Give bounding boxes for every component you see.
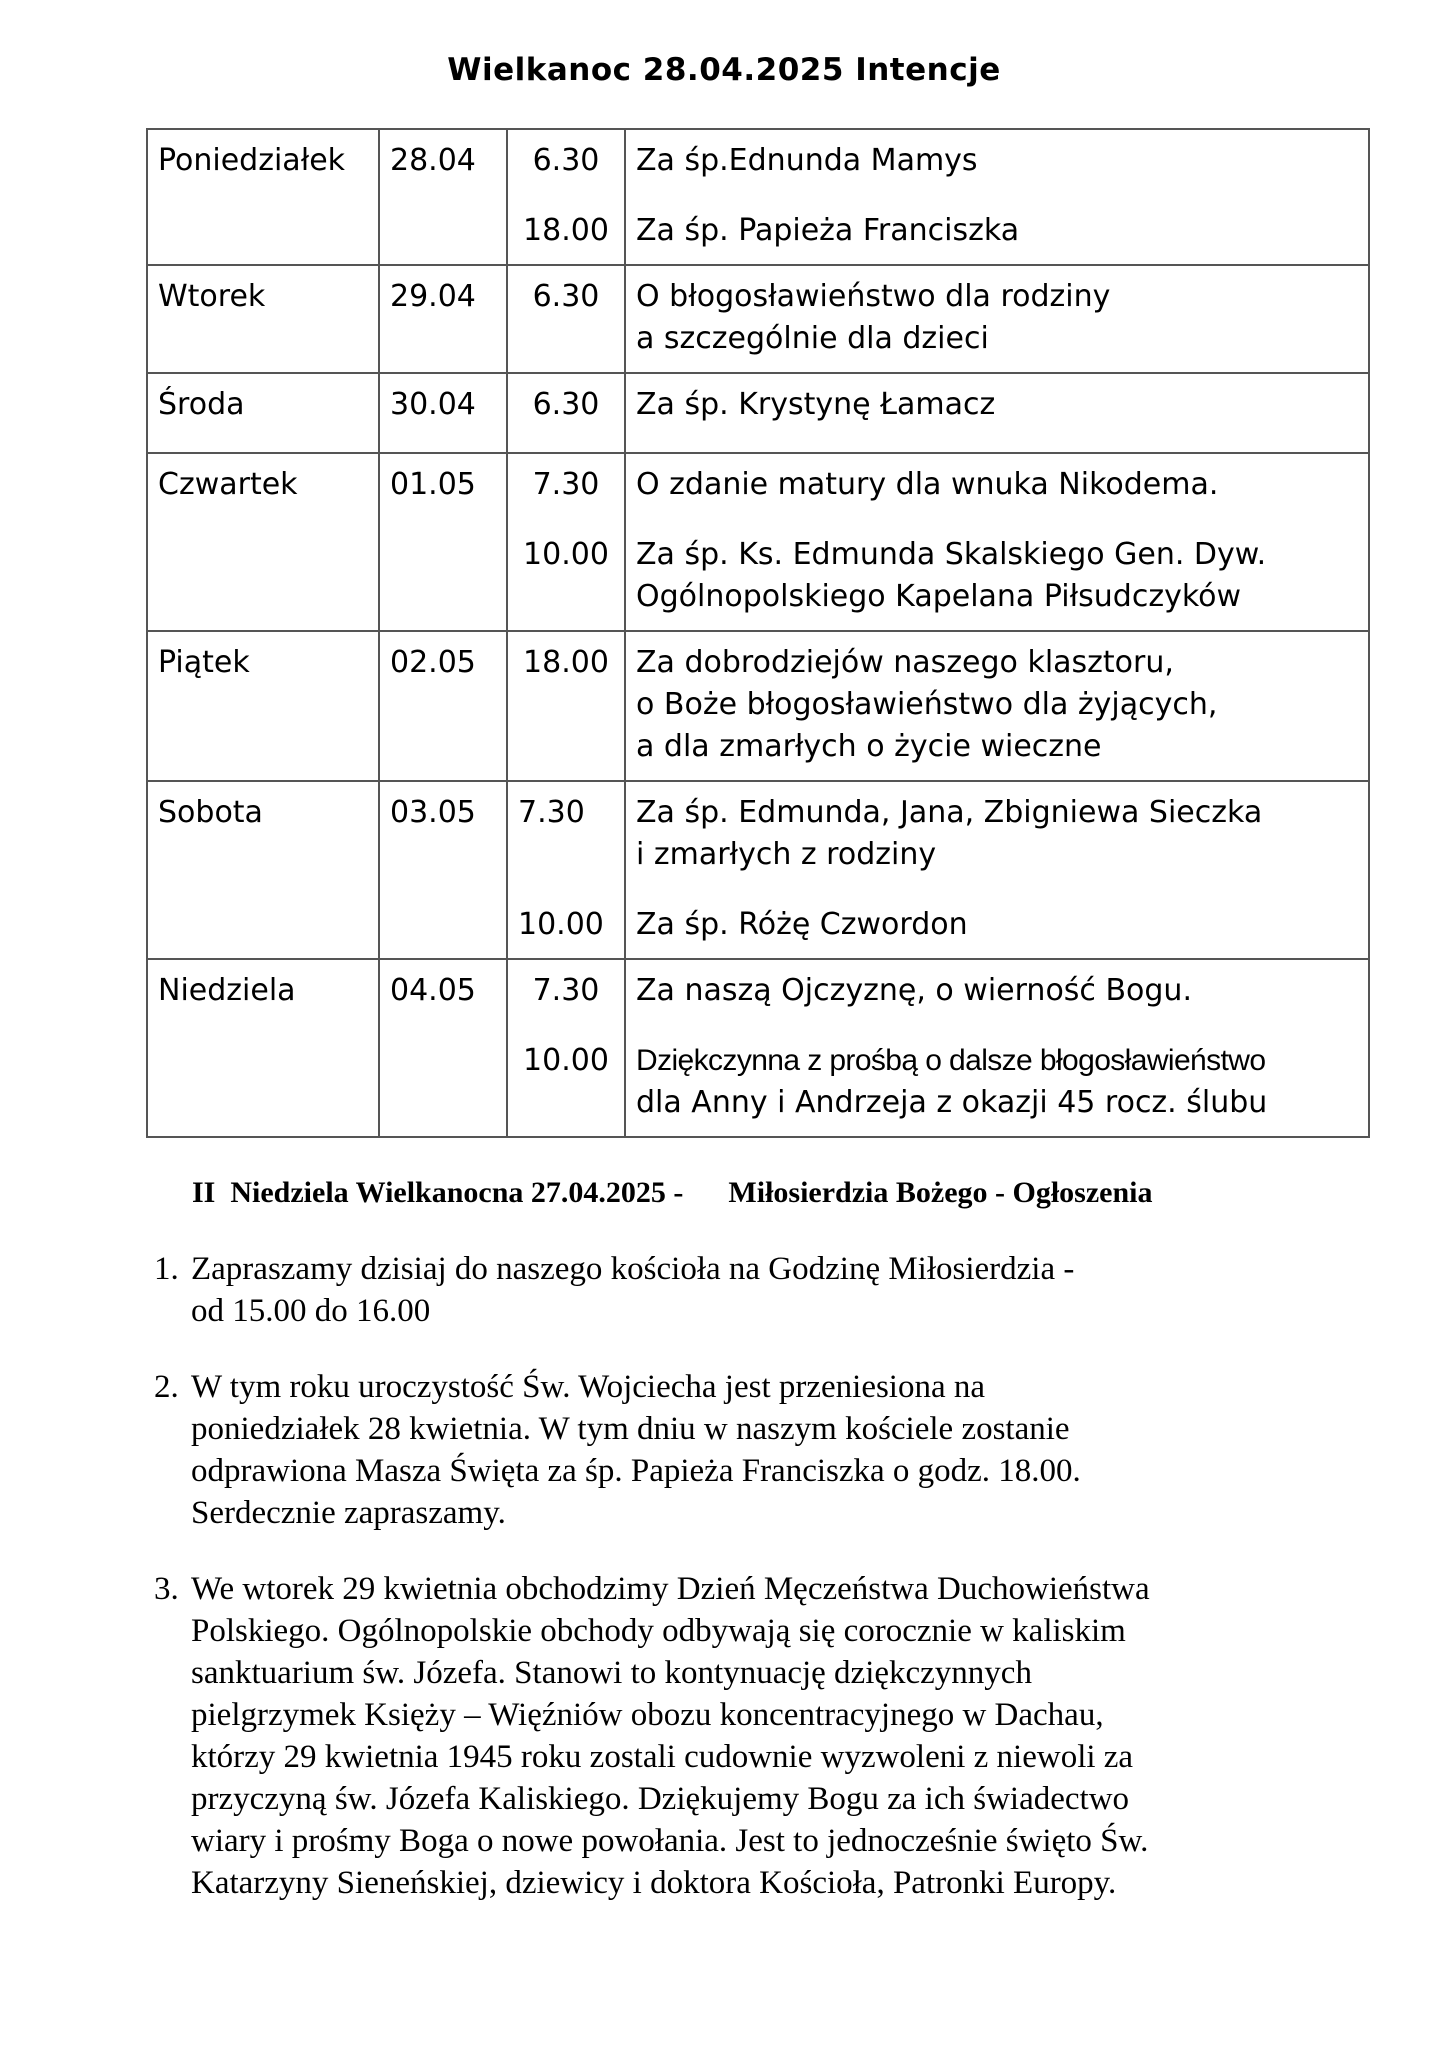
mass-time: 6.30 xyxy=(532,279,600,314)
intention-line: a dla zmarłych o życie wieczne xyxy=(636,729,1102,764)
table-row xyxy=(147,959,1369,1137)
item-line: którzy 29 kwietnia 1945 roku zostali cudownie wyzwoleni z niewoli za xyxy=(191,1739,1134,1775)
time-cell xyxy=(507,959,625,1137)
list-item xyxy=(150,1248,1330,1332)
table-row xyxy=(147,373,1369,453)
intention-line: O zdanie matury dla wnuka Nikodema. xyxy=(636,467,1219,502)
item-line: wiary i prośmy Boga o nowe powołania. Jest to jednocześnie święto Św. xyxy=(191,1823,1149,1859)
intention-cell xyxy=(625,373,1369,453)
intention-line: Za śp.Ednunda Mamys xyxy=(636,143,978,178)
time-cell xyxy=(507,129,625,265)
item-line: przyczyną św. Józefa Kaliskiego. Dziękujemy Bogu za ich świadectwo xyxy=(191,1781,1130,1817)
mass-time: 6.30 xyxy=(532,143,600,178)
date-cell: 03.05 xyxy=(379,781,507,959)
time-cell xyxy=(507,453,625,631)
announcements-heading xyxy=(192,1176,1392,1210)
table-row xyxy=(147,265,1369,373)
time-cell xyxy=(507,631,625,781)
intention-line: Za śp. Różę Czwordon xyxy=(636,907,968,942)
intention-line: Za śp. Ks. Edmunda Skalskiego Gen. Dyw. xyxy=(636,537,1267,572)
mass-time: 7.30 xyxy=(532,973,600,1008)
item-line: Katarzyny Sieneńskiej, dziewicy i doktora Kościoła, Patronki Europy. xyxy=(191,1865,1117,1901)
item-number: 3. xyxy=(154,1571,179,1607)
time-cell xyxy=(507,373,625,453)
intention-line: dla Anny i Andrzeja z okazji 45 rocz. ślubu xyxy=(636,1085,1268,1120)
mass-time: 10.00 xyxy=(518,907,604,942)
date-cell: 30.04 xyxy=(379,373,507,453)
intention-line: Za naszą Ojczyznę, o wierność Bogu. xyxy=(636,973,1192,1008)
item-line: sanktuarium św. Józefa. Stanowi to kontynuację dziękczynnych xyxy=(191,1655,1032,1691)
mass-time: 18.00 xyxy=(523,645,609,680)
day-cell: Sobota xyxy=(147,781,379,959)
item-line: Zapraszamy dzisiaj do naszego kościoła na Godzinę Miłosierdzia - xyxy=(191,1251,1075,1287)
intention-line: Dziękczynna z prośbą o dalsze błogosławieństwo xyxy=(636,1044,1266,1077)
heading-left: II Niedziela Wielkanocna 27.04.2025 - xyxy=(192,1176,684,1209)
item-line: Polskiego. Ogólnopolskie obchody odbywają się corocznie w kaliskim xyxy=(191,1613,1126,1649)
mass-time: 7.30 xyxy=(532,467,600,502)
intention-line: Ogólnopolskiego Kapelana Piłsudczyków xyxy=(636,579,1242,614)
day-cell: Wtorek xyxy=(147,265,379,373)
table-row xyxy=(147,781,1369,959)
intention-line: O błogosławieństwo dla rodziny xyxy=(636,279,1111,314)
item-line: odprawiona Masza Święta za śp. Papieża Franciszka o godz. 18.00. xyxy=(191,1453,1081,1489)
page-title: Wielkanoc 28.04.2025 Intencje xyxy=(447,52,1001,88)
list-item xyxy=(150,1568,1330,1904)
table-row xyxy=(147,631,1369,781)
intention-line: Za śp. Papieża Franciszka xyxy=(636,213,1020,248)
date-cell: 02.05 xyxy=(379,631,507,781)
intention-line: o Boże błogosławieństwo dla żyjących, xyxy=(636,687,1218,722)
intention-cell xyxy=(625,781,1369,959)
date-cell: 01.05 xyxy=(379,453,507,631)
item-line: W tym roku uroczystość Św. Wojciecha jest przeniesiona na xyxy=(191,1369,986,1405)
intention-line: Za śp. Edmunda, Jana, Zbigniewa Sieczka xyxy=(636,795,1263,830)
mass-intentions-table xyxy=(146,128,1370,1138)
time-cell xyxy=(507,265,625,373)
item-line: poniedziałek 28 kwietnia. W tym dniu w naszym kościele zostanie xyxy=(191,1411,1070,1447)
item-number: 1. xyxy=(154,1251,179,1287)
item-line: Serdecznie zapraszamy. xyxy=(191,1495,506,1531)
item-number: 2. xyxy=(154,1369,179,1405)
announcements-list xyxy=(150,1248,1330,1938)
time-cell xyxy=(507,781,625,959)
mass-time: 18.00 xyxy=(523,213,609,248)
item-line: pielgrzymek Księży – Więźniów obozu koncentracyjnego w Dachau, xyxy=(191,1697,1104,1733)
day-cell: Środa xyxy=(147,373,379,453)
intention-cell xyxy=(625,959,1369,1137)
mass-time: 7.30 xyxy=(518,795,585,830)
heading-right: Miłosierdzia Bożego - Ogłoszenia xyxy=(728,1176,1153,1209)
item-line: We wtorek 29 kwietnia obchodzimy Dzień Męczeństwa Duchowieństwa xyxy=(191,1571,1150,1607)
day-cell: Czwartek xyxy=(147,453,379,631)
intention-cell xyxy=(625,453,1369,631)
date-cell: 04.05 xyxy=(379,959,507,1137)
item-line: od 15.00 do 16.00 xyxy=(191,1293,431,1329)
date-cell: 28.04 xyxy=(379,129,507,265)
intention-line: Za dobrodziejów naszego klasztoru, xyxy=(636,645,1174,680)
list-item xyxy=(150,1366,1330,1534)
intention-line: Za śp. Krystynę Łamacz xyxy=(636,387,996,422)
mass-time: 10.00 xyxy=(523,537,609,572)
day-cell: Poniedziałek xyxy=(147,129,379,265)
date-cell: 29.04 xyxy=(379,265,507,373)
day-cell: Piątek xyxy=(147,631,379,781)
intention-line: i zmarłych z rodziny xyxy=(636,837,937,872)
table-row xyxy=(147,129,1369,265)
mass-time: 6.30 xyxy=(532,387,600,422)
intention-cell xyxy=(625,129,1369,265)
intention-cell xyxy=(625,265,1369,373)
mass-time: 10.00 xyxy=(523,1043,609,1078)
intention-cell xyxy=(625,631,1369,781)
day-cell: Niedziela xyxy=(147,959,379,1137)
intention-line: a szczególnie dla dzieci xyxy=(636,321,989,356)
table-row xyxy=(147,453,1369,631)
